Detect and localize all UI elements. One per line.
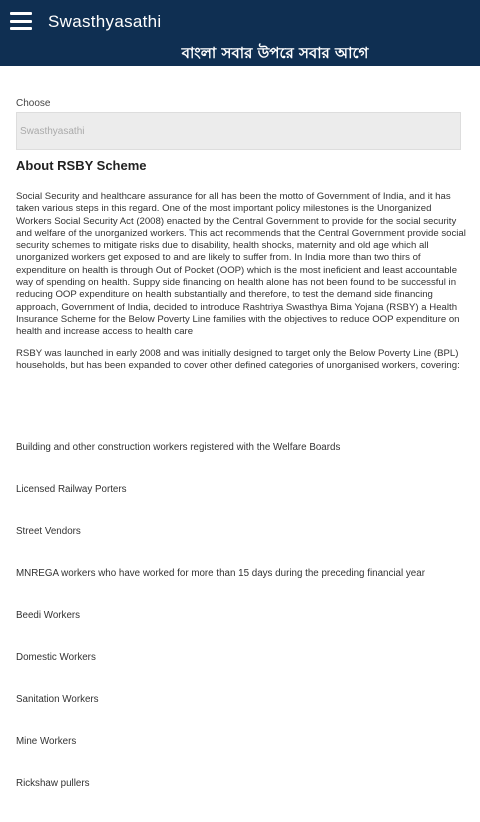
app-title: Swasthyasathi xyxy=(48,12,162,31)
list-item: Rickshaw pullers xyxy=(16,778,90,789)
list-item: Street Vendors xyxy=(16,526,81,537)
list-item: Sanitation Workers xyxy=(16,694,99,705)
section-title: About RSBY Scheme xyxy=(16,158,147,173)
about-paragraph-1: Social Security and healthcare assurance for all has been the motto of Government of India, and it has taken various steps in this regard. One of the most important policy milestones is the Unorganized Workers Social Security Act (2008) enacted by the Central Government to provide for the social security and welfare of the unorganized workers. This act recommends that the Central Government provide social security schemes to mitigate risks due to disability, health shocks, maternity and old age which all unorganized workers get exposed to and are likely to suffer from. In India more than two thirs of expenditure on health is through Out of Pocket (OOP) which is the most ineficient and least accountable way of spending on health. Suppy side financing on health alone has not been found to be successful in reducing OOP expenditure on health substantially and therefore, to test the demand side financing approach, Government of India, decided to introduce Rashtriya Swasthya Bima Yojana (RSBY) a Health Insurance Scheme for the Below Poverty Line families with the objectives to reduce OOP expenditure on health and increase access to health care xyxy=(16,191,466,338)
list-item: Building and other construction workers registered with the Welfare Boards xyxy=(16,442,341,453)
list-item: Mine Workers xyxy=(16,736,77,747)
list-item: Beedi Workers xyxy=(16,610,81,621)
list-item: MNREGA workers who have worked for more than 15 days during the preceding financial year xyxy=(16,568,425,579)
choose-label: Choose xyxy=(16,98,51,109)
list-item: Domestic Workers xyxy=(16,652,96,663)
about-paragraph-2: RSBY was launched in early 2008 and was initially designed to target only the Below Poverty Line (BPL) households, but has been expanded to cover other defined categories of unorganised workers, covering: xyxy=(16,347,460,371)
app-bar xyxy=(0,0,480,66)
worker-category-list xyxy=(16,441,476,819)
scheme-select[interactable]: Swasthyasathi xyxy=(16,112,461,150)
list-item: Licensed Railway Porters xyxy=(16,484,127,495)
tagline-banner: বাংলা সবার উপরে সবার আগে xyxy=(181,44,369,62)
menu-icon[interactable] xyxy=(8,10,34,32)
main-content xyxy=(16,96,464,372)
